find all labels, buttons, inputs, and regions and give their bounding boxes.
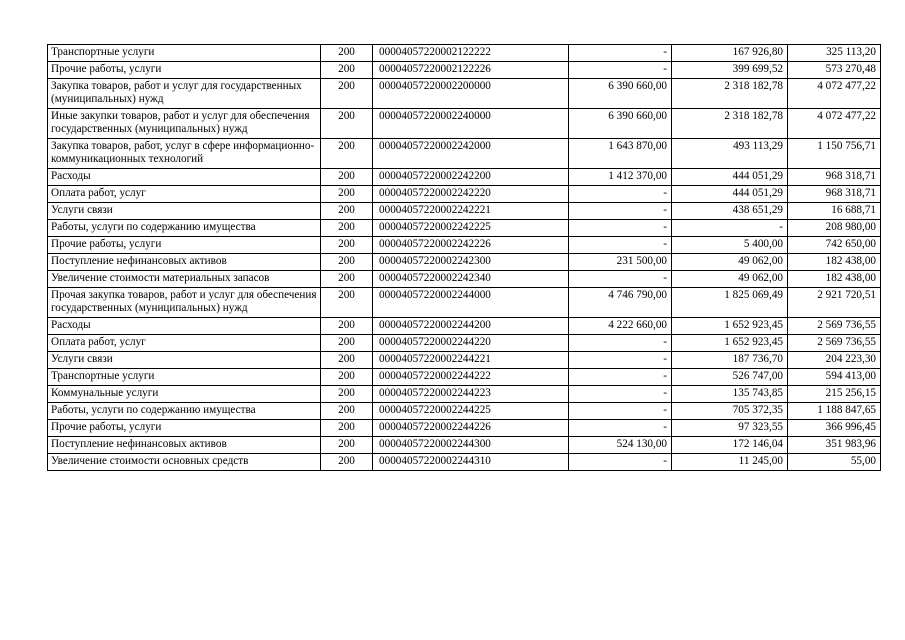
table-row: [48, 437, 881, 454]
row-approved-cell: 231 500,00: [569, 254, 672, 271]
row-classification-cell: 00004057220002240000: [373, 109, 569, 139]
row-code-cell: 200: [321, 352, 373, 369]
row-code-cell: 200: [321, 169, 373, 186]
row-name-cell: Иные закупки товаров, работ и услуг для обеспечения государственных (муниципальных) нужд: [48, 109, 321, 139]
row-name-cell: Прочие работы, услуги: [48, 62, 321, 79]
row-classification-cell: 00004057220002200000: [373, 79, 569, 109]
table-row: [48, 403, 881, 420]
row-name-cell: Прочие работы, услуги: [48, 237, 321, 254]
row-executed-cell: 493 113,29: [672, 139, 788, 169]
row-classification-cell: 00004057220002244200: [373, 318, 569, 335]
table-row: [48, 45, 881, 62]
table-row: [48, 335, 881, 352]
row-executed-cell: 2 318 182,78: [672, 79, 788, 109]
row-approved-cell: -: [569, 335, 672, 352]
row-executed-cell: 705 372,35: [672, 403, 788, 420]
table-row: [48, 386, 881, 403]
row-approved-cell: -: [569, 271, 672, 288]
table-row: [48, 220, 881, 237]
table-row: [48, 109, 881, 139]
row-unexecuted-cell: 351 983,96: [788, 437, 881, 454]
row-classification-cell: 00004057220002242340: [373, 271, 569, 288]
table-row: [48, 186, 881, 203]
row-classification-cell: 00004057220002242221: [373, 203, 569, 220]
row-executed-cell: 444 051,29: [672, 186, 788, 203]
row-unexecuted-cell: 4 072 477,22: [788, 109, 881, 139]
row-code-cell: 200: [321, 288, 373, 318]
row-executed-cell: 11 245,00: [672, 454, 788, 471]
row-unexecuted-cell: 968 318,71: [788, 186, 881, 203]
row-classification-cell: 00004057220002242200: [373, 169, 569, 186]
row-name-cell: Увеличение стоимости основных средств: [48, 454, 321, 471]
table-row: [48, 454, 881, 471]
row-executed-cell: 49 062,00: [672, 254, 788, 271]
row-approved-cell: 1 643 870,00: [569, 139, 672, 169]
row-classification-cell: 00004057220002244300: [373, 437, 569, 454]
row-approved-cell: -: [569, 186, 672, 203]
row-executed-cell: 438 651,29: [672, 203, 788, 220]
row-executed-cell: 5 400,00: [672, 237, 788, 254]
row-executed-cell: 135 743,85: [672, 386, 788, 403]
budget-execution-table: [47, 44, 881, 471]
row-code-cell: 200: [321, 62, 373, 79]
row-approved-cell: -: [569, 237, 672, 254]
row-approved-cell: 4 222 660,00: [569, 318, 672, 335]
row-unexecuted-cell: 742 650,00: [788, 237, 881, 254]
row-classification-cell: 00004057220002122222: [373, 45, 569, 62]
row-executed-cell: 1 825 069,49: [672, 288, 788, 318]
row-executed-cell: 49 062,00: [672, 271, 788, 288]
row-unexecuted-cell: 182 438,00: [788, 271, 881, 288]
row-approved-cell: 6 390 660,00: [569, 79, 672, 109]
row-unexecuted-cell: 1 150 756,71: [788, 139, 881, 169]
row-approved-cell: 524 130,00: [569, 437, 672, 454]
row-classification-cell: 00004057220002244220: [373, 335, 569, 352]
row-code-cell: 200: [321, 271, 373, 288]
row-code-cell: 200: [321, 45, 373, 62]
table-row: [48, 237, 881, 254]
table-row: [48, 62, 881, 79]
row-name-cell: Транспортные услуги: [48, 45, 321, 62]
row-code-cell: 200: [321, 318, 373, 335]
row-approved-cell: -: [569, 220, 672, 237]
row-approved-cell: -: [569, 403, 672, 420]
row-approved-cell: 6 390 660,00: [569, 109, 672, 139]
row-unexecuted-cell: 204 223,30: [788, 352, 881, 369]
row-classification-cell: 00004057220002242000: [373, 139, 569, 169]
row-classification-cell: 00004057220002122226: [373, 62, 569, 79]
row-name-cell: Поступление нефинансовых активов: [48, 254, 321, 271]
row-executed-cell: 172 146,04: [672, 437, 788, 454]
row-approved-cell: 1 412 370,00: [569, 169, 672, 186]
row-approved-cell: -: [569, 386, 672, 403]
row-unexecuted-cell: 215 256,15: [788, 386, 881, 403]
row-executed-cell: 1 652 923,45: [672, 335, 788, 352]
row-code-cell: 200: [321, 403, 373, 420]
row-classification-cell: 00004057220002242220: [373, 186, 569, 203]
row-unexecuted-cell: 4 072 477,22: [788, 79, 881, 109]
row-name-cell: Прочие работы, услуги: [48, 420, 321, 437]
row-classification-cell: 00004057220002244226: [373, 420, 569, 437]
row-code-cell: 200: [321, 203, 373, 220]
row-classification-cell: 00004057220002244225: [373, 403, 569, 420]
row-code-cell: 200: [321, 437, 373, 454]
row-executed-cell: 1 652 923,45: [672, 318, 788, 335]
row-code-cell: 200: [321, 237, 373, 254]
table-row: [48, 318, 881, 335]
row-unexecuted-cell: 2 921 720,51: [788, 288, 881, 318]
row-approved-cell: -: [569, 45, 672, 62]
row-executed-cell: 526 747,00: [672, 369, 788, 386]
row-name-cell: Услуги связи: [48, 203, 321, 220]
table-row: [48, 79, 881, 109]
row-code-cell: 200: [321, 109, 373, 139]
row-unexecuted-cell: 55,00: [788, 454, 881, 471]
table-row: [48, 139, 881, 169]
row-executed-cell: 444 051,29: [672, 169, 788, 186]
row-approved-cell: -: [569, 352, 672, 369]
row-name-cell: Закупка товаров, работ и услуг для государственных (муниципальных) нужд: [48, 79, 321, 109]
row-code-cell: 200: [321, 454, 373, 471]
table-row: [48, 288, 881, 318]
row-unexecuted-cell: 366 996,45: [788, 420, 881, 437]
table-row: [48, 420, 881, 437]
row-executed-cell: 399 699,52: [672, 62, 788, 79]
row-unexecuted-cell: 208 980,00: [788, 220, 881, 237]
row-name-cell: Оплата работ, услуг: [48, 335, 321, 352]
table-row: [48, 203, 881, 220]
row-unexecuted-cell: 2 569 736,55: [788, 318, 881, 335]
row-code-cell: 200: [321, 79, 373, 109]
row-unexecuted-cell: 1 188 847,65: [788, 403, 881, 420]
table-row: [48, 254, 881, 271]
row-unexecuted-cell: 325 113,20: [788, 45, 881, 62]
row-name-cell: Увеличение стоимости материальных запасов: [48, 271, 321, 288]
table-body: [48, 45, 881, 471]
row-classification-cell: 00004057220002242225: [373, 220, 569, 237]
row-name-cell: Коммунальные услуги: [48, 386, 321, 403]
table-row: [48, 369, 881, 386]
row-approved-cell: 4 746 790,00: [569, 288, 672, 318]
row-approved-cell: -: [569, 420, 672, 437]
row-code-cell: 200: [321, 186, 373, 203]
row-name-cell: Оплата работ, услуг: [48, 186, 321, 203]
row-unexecuted-cell: 2 569 736,55: [788, 335, 881, 352]
row-classification-cell: 00004057220002244223: [373, 386, 569, 403]
row-name-cell: Прочая закупка товаров, работ и услуг для обеспечения государственных (муниципальных) нужд: [48, 288, 321, 318]
row-name-cell: Услуги связи: [48, 352, 321, 369]
row-code-cell: 200: [321, 369, 373, 386]
row-name-cell: Работы, услуги по содержанию имущества: [48, 220, 321, 237]
row-name-cell: Работы, услуги по содержанию имущества: [48, 403, 321, 420]
row-name-cell: Расходы: [48, 318, 321, 335]
row-classification-cell: 00004057220002244221: [373, 352, 569, 369]
table-row: [48, 352, 881, 369]
row-code-cell: 200: [321, 254, 373, 271]
row-approved-cell: -: [569, 454, 672, 471]
row-approved-cell: -: [569, 62, 672, 79]
row-classification-cell: 00004057220002244310: [373, 454, 569, 471]
row-code-cell: 200: [321, 220, 373, 237]
row-code-cell: 200: [321, 386, 373, 403]
row-code-cell: 200: [321, 335, 373, 352]
row-classification-cell: 00004057220002242226: [373, 237, 569, 254]
row-classification-cell: 00004057220002244000: [373, 288, 569, 318]
row-unexecuted-cell: 968 318,71: [788, 169, 881, 186]
row-code-cell: 200: [321, 139, 373, 169]
row-executed-cell: 2 318 182,78: [672, 109, 788, 139]
row-executed-cell: 187 736,70: [672, 352, 788, 369]
row-approved-cell: -: [569, 369, 672, 386]
row-name-cell: Транспортные услуги: [48, 369, 321, 386]
row-executed-cell: -: [672, 220, 788, 237]
row-executed-cell: 167 926,80: [672, 45, 788, 62]
row-unexecuted-cell: 594 413,00: [788, 369, 881, 386]
row-classification-cell: 00004057220002244222: [373, 369, 569, 386]
row-executed-cell: 97 323,55: [672, 420, 788, 437]
table-row: [48, 271, 881, 288]
row-name-cell: Закупка товаров, работ, услуг в сфере информационно-коммуникационных технологий: [48, 139, 321, 169]
row-name-cell: Расходы: [48, 169, 321, 186]
row-approved-cell: -: [569, 203, 672, 220]
row-unexecuted-cell: 16 688,71: [788, 203, 881, 220]
row-classification-cell: 00004057220002242300: [373, 254, 569, 271]
row-unexecuted-cell: 182 438,00: [788, 254, 881, 271]
table-row: [48, 169, 881, 186]
row-name-cell: Поступление нефинансовых активов: [48, 437, 321, 454]
row-code-cell: 200: [321, 420, 373, 437]
row-unexecuted-cell: 573 270,48: [788, 62, 881, 79]
